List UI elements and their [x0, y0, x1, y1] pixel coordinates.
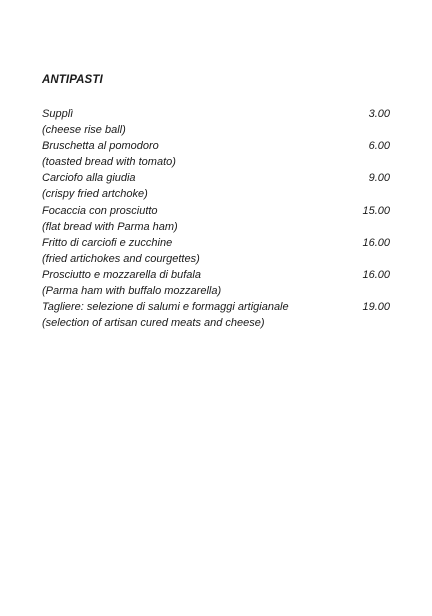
section-title: ANTIPASTI — [42, 74, 103, 86]
dish-price: 6.00 — [368, 140, 390, 153]
dish-translation: (flat bread with Parma ham) — [42, 220, 178, 233]
dish-price: 9.00 — [368, 172, 390, 185]
dish-name: Supplì — [42, 108, 74, 120]
menu-item-line — [42, 235, 390, 251]
menu-item — [42, 203, 390, 235]
menu-item-line — [42, 299, 390, 315]
dish-translation: (selection of artisan cured meats and cheese) — [42, 317, 265, 330]
menu-item-line — [42, 138, 390, 154]
dish-translation: (fried artichokes and courgettes) — [42, 252, 200, 265]
menu-item — [42, 106, 390, 138]
menu-item — [42, 235, 390, 267]
menu-item — [42, 299, 390, 331]
dish-price: 16.00 — [362, 268, 390, 281]
dish-price: 15.00 — [362, 204, 390, 217]
dish-name: Focaccia con prosciutto — [42, 204, 158, 217]
menu-item — [42, 267, 390, 299]
menu-item — [42, 170, 390, 202]
menu-item-line — [42, 106, 390, 122]
dish-translation: (Parma ham with buffalo mozzarella) — [42, 285, 222, 298]
dish-name: Tagliere: selezione di salumi e formaggi artigianale — [42, 301, 289, 314]
dish-translation: (toasted bread with tomato) — [42, 156, 176, 169]
dish-name: Bruschetta al pomodoro — [42, 140, 159, 153]
dish-name: Prosciutto e mozzarella di bufala — [42, 268, 201, 281]
menu-list — [42, 106, 390, 331]
dish-price: 16.00 — [362, 236, 390, 249]
dish-name: Fritto di carciofi e zucchine — [42, 236, 173, 249]
dish-price: 19.00 — [362, 301, 390, 314]
dish-translation: (crispy fried artchoke) — [42, 188, 148, 201]
dish-price: 3.00 — [368, 108, 390, 120]
menu-item-line — [42, 267, 390, 283]
menu-item — [42, 138, 390, 170]
menu-item-line — [42, 203, 390, 219]
menu-item-line — [42, 170, 390, 186]
dish-name: Carciofo alla giudia — [42, 172, 136, 185]
dish-translation: (cheese rise ball) — [42, 124, 126, 137]
